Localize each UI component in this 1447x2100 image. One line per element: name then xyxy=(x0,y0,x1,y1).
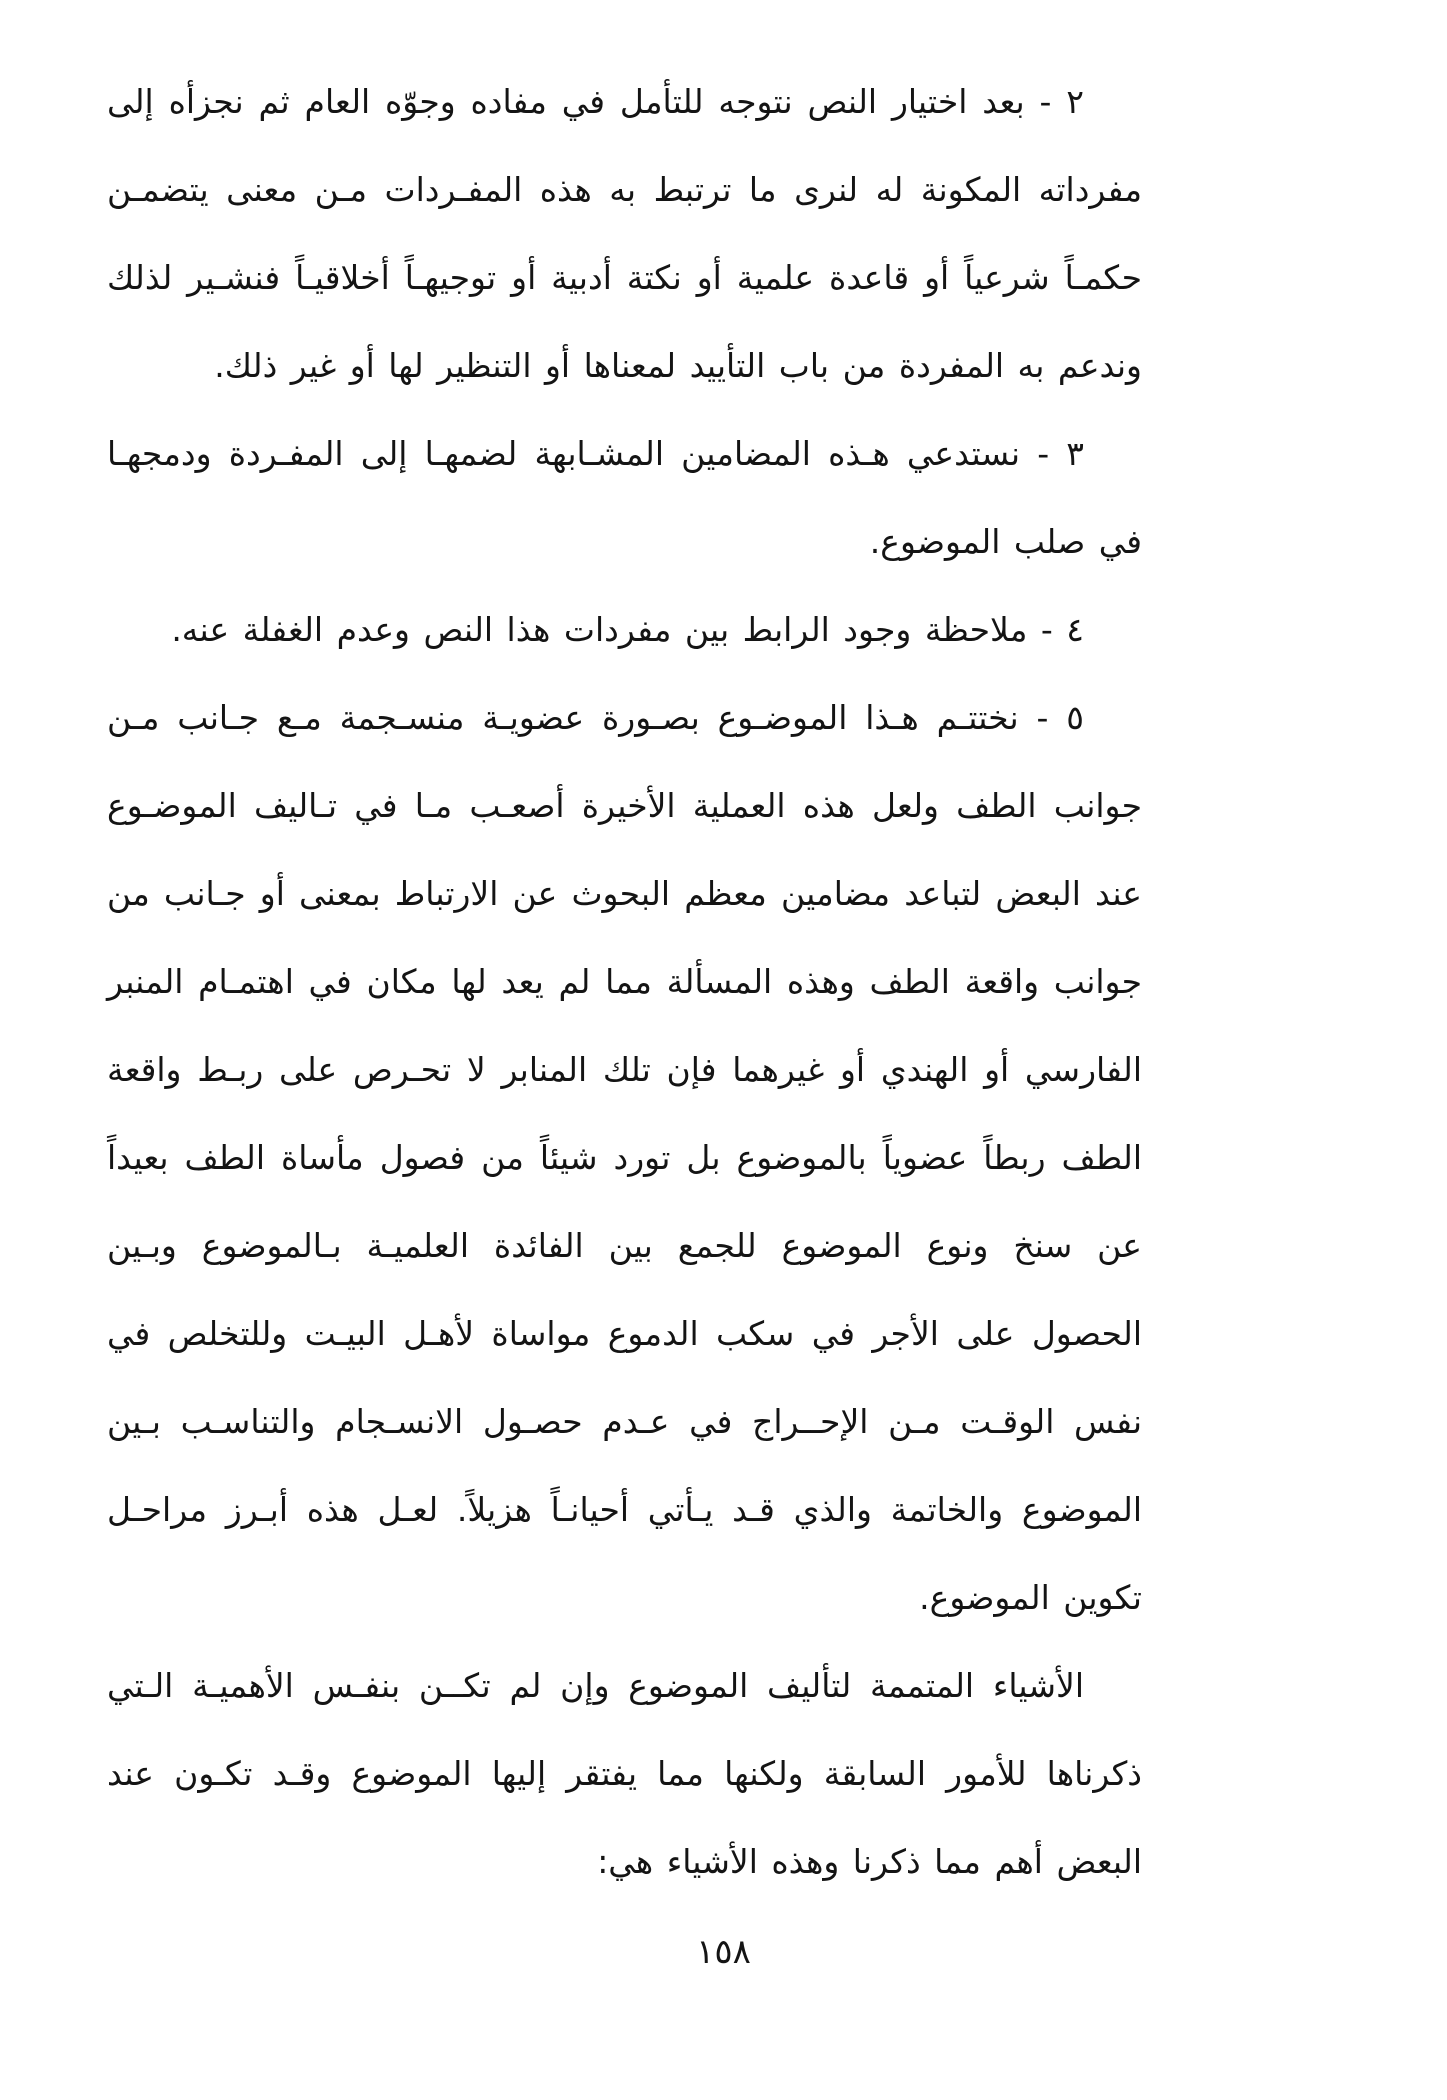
page-text-block xyxy=(107,58,1142,1906)
paragraph-item-5: ٥ - نختتـم هـذا الموضـوع بصـورة عضويـة منسـجمة مـع جـانب مـن جوانب الطف ولعل هذه العملية الأخيرة أصعـب مـا في تـاليف الموضـوع عند البعض لتباعد مضامين معظم البحوث عن الارتباط بمعنى أو جـانب من جوانب واقعة الطف وهذه المسألة مما لم يعد لها مكان في اهتمـام المنبر الفارسي أو الهندي أو غيرهما فإن تلك المنابر لا تحـرص على ربـط واقعة الطف ربطاً عضوياً بالموضوع بل تورد شيئاً من فصول مأساة الطف بعيداً عن سنخ ونوع الموضوع للجمع بين الفائدة العلميـة بـالموضوع وبـين الحصول على الأجر في سكب الدموع مواساة لأهـل البيـت وللتخلص في نفس الوقـت مـن الإحــراج في عـدم حصـول الانسـجام والتناسـب بـين الموضوع والخاتمة والذي قـد يـأتي أحيانـاً هزيلاً. لعـل هذه أبـرز مراحـل تكوين الموضوع. xyxy=(107,698,1142,1617)
paragraph-closing: الأشياء المتممة لتأليف الموضوع وإن لم تكــن بنفـس الأهميـة الـتي ذكرناها للأمور السابقة ولكنها مما يفتقر إليها الموضوع وقـد تكـون عند البعض أهم مما ذكرنا وهذه الأشياء هي: xyxy=(107,1666,1142,1881)
paragraph-item-4: ٤ - ملاحظة وجود الرابط بين مفردات هذا النص وعدم الغفلة عنه. xyxy=(171,610,1084,649)
page-number: ١٥٨ xyxy=(696,1932,751,1972)
paragraph-item-3: ٣ - نستدعي هـذه المضامين المشـابهة لضمهـا إلى المفـردة ودمجهـا في صلب الموضوع. xyxy=(107,434,1142,561)
paragraph-item-2: ٢ - بعد اختيار النص نتوجه للتأمل في مفاده وجوّه العام ثم نجزأه إلى مفرداته المكونة له لنرى ما ترتبط به هذه المفـردات مـن معنى يتضمـن حكمـاً شرعياً أو قاعدة علمية أو نكتة أدبية أو توجيهـاً أخلاقيـاً فنشـير لذلك وندعم به المفردة من باب التأييد لمعناها أو التنظير لها أو غير ذلك. xyxy=(107,82,1142,385)
